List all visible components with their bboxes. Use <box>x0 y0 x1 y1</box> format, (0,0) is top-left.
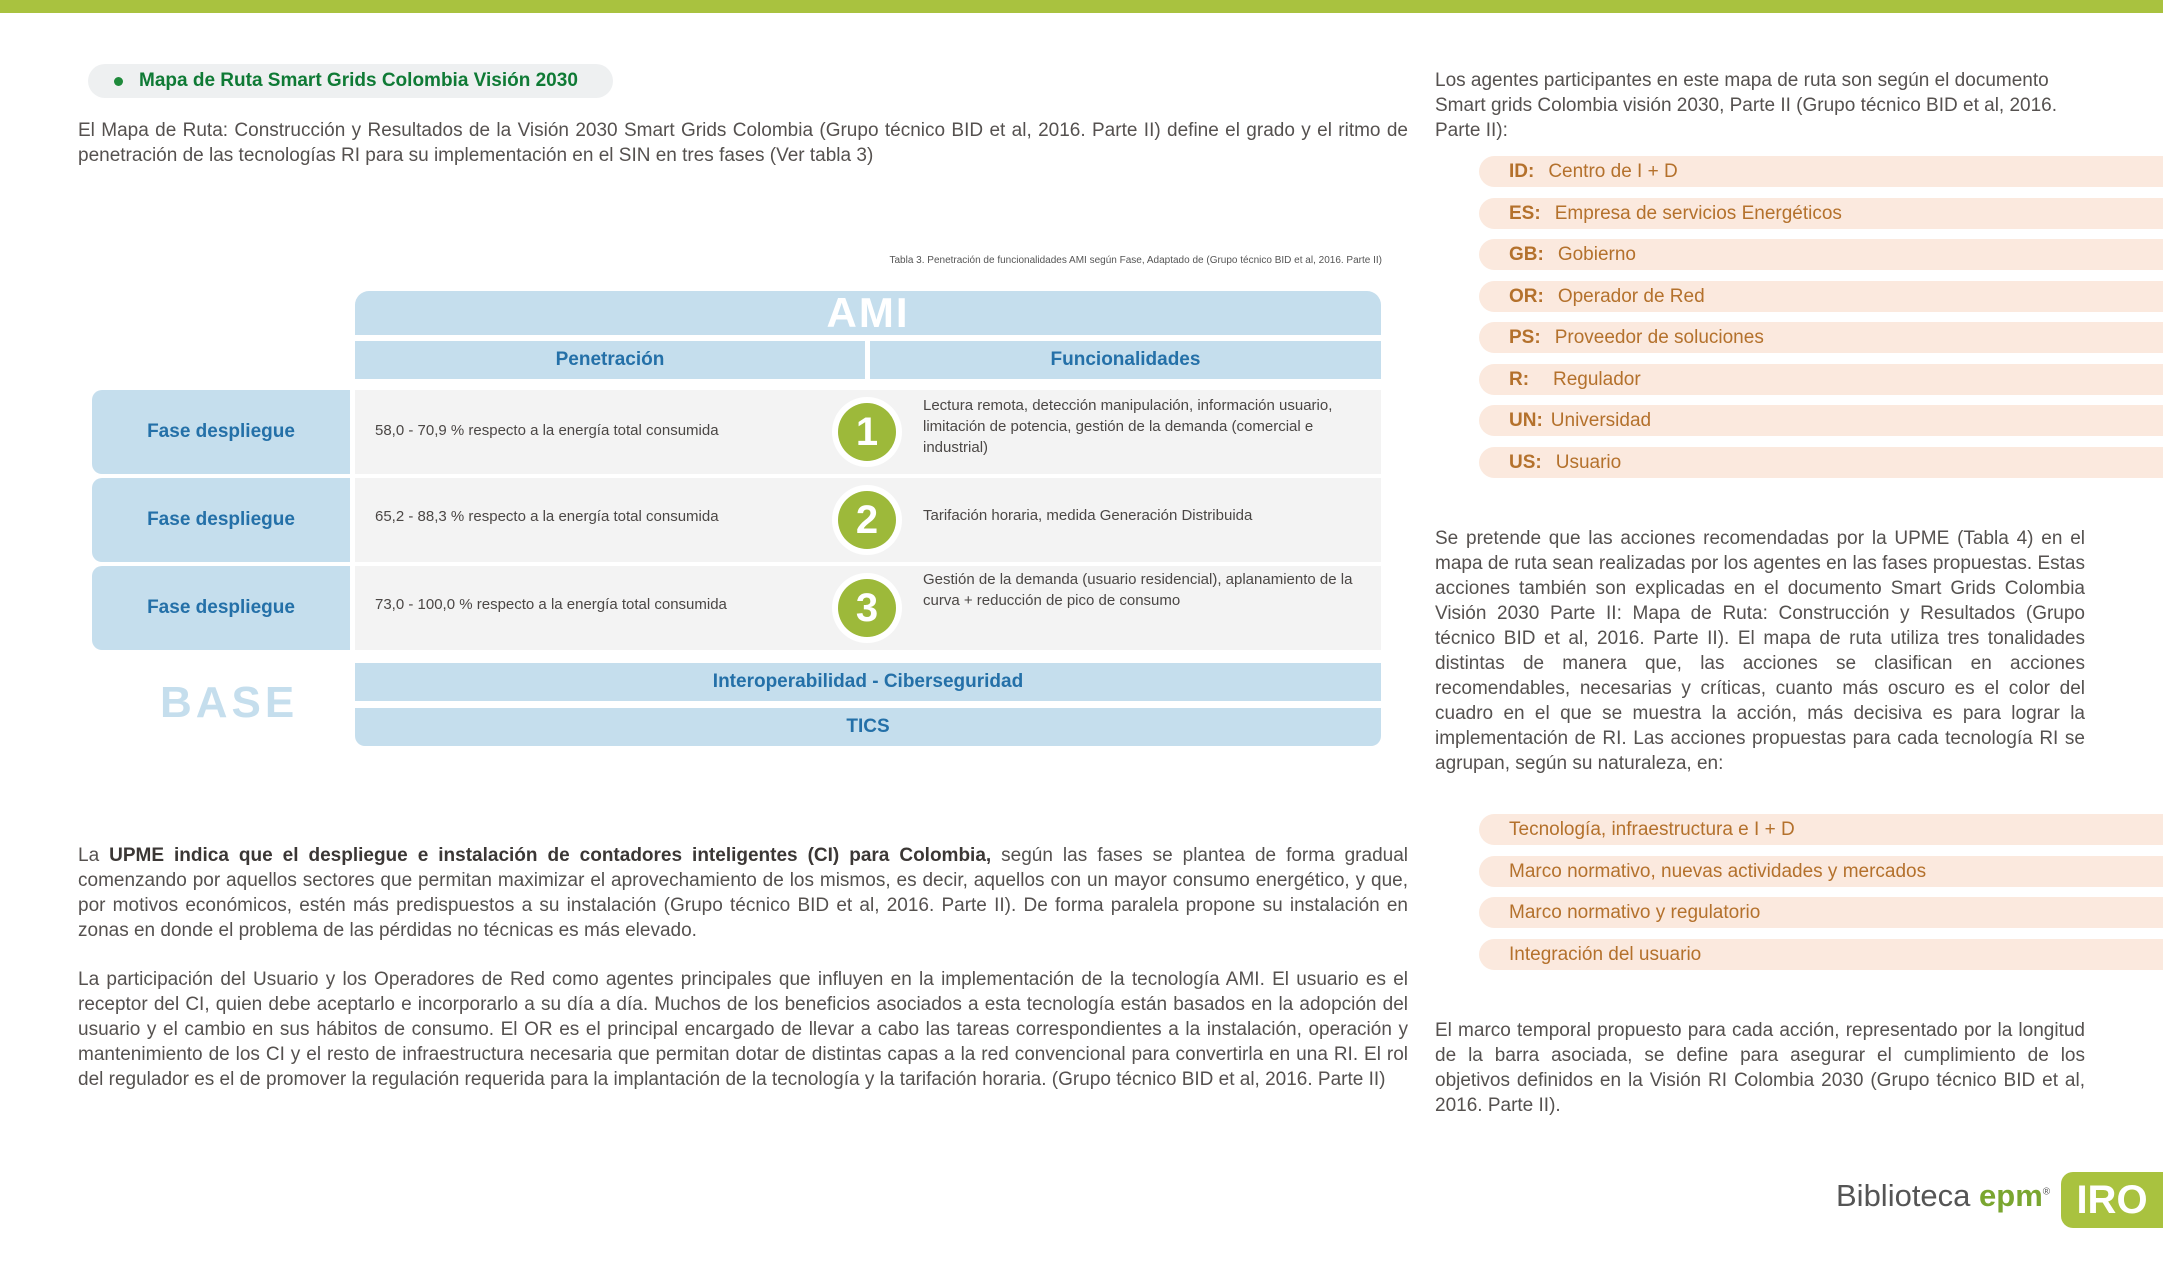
agent-name: Gobierno <box>1557 243 1636 265</box>
phase-number-2 <box>832 485 902 555</box>
bullet-icon <box>114 77 123 86</box>
action-item-tecnologia <box>1479 814 2163 845</box>
agent-item-gb <box>1479 239 2163 270</box>
penetration-value-3: 73,0 - 100,0 % respecto a la energía total consumida <box>375 596 727 613</box>
column-header-penetracion: Penetración <box>355 341 865 379</box>
phase-number-1 <box>832 397 902 467</box>
row-label-phase-2: Fase despliegue <box>92 478 350 562</box>
top-accent-bar <box>0 0 2163 13</box>
body-paragraph-1-rest: según las fases se plantea de forma gradual comenzando por aquellos sectores que permitan maximizar el aprovechamiento de los mismos, es decir, aquellos con un mayor consumo energético, y que, por motivos económicos, estén más predispuestos a su instalación (Grupo técnico BID et al, 2016. Parte II). De forma paralela propone su instalación en zonas en donde el problema de las pérdidas no técnicas es más elevado. <box>78 845 1408 941</box>
phase-number-3 <box>832 573 902 643</box>
table-caption: Tabla 3. Penetración de funcionalidades AMI según Fase, Adaptado de (Grupo técnico BID et al, 2016. Parte II) <box>889 255 1382 266</box>
agent-code: R: <box>1509 368 1530 390</box>
right-footer-paragraph: El marco temporal propuesto para cada acción, representado por la longitud de la barra asociada, se define para asegurar el cumplimiento de los objetivos definidos en la Visión RI Colombia 2030 (Grupo técnico BID et al, 2016. Parte II). <box>1435 1020 2085 1116</box>
section-heading <box>88 64 613 98</box>
logo-biblioteca-text: Biblioteca <box>1836 1178 1971 1213</box>
action-label: Marco normativo y regulatorio <box>1509 901 1761 923</box>
action-label: Integración del usuario <box>1509 943 1702 965</box>
agent-name: Proveedor de soluciones <box>1554 326 1764 348</box>
action-item-marco-regulatorio <box>1479 897 2163 928</box>
phase-number-3-text: 3 <box>838 579 896 637</box>
column-header-funcionalidades: Funcionalidades <box>870 341 1381 379</box>
agent-name: Regulador <box>1553 368 1641 390</box>
agent-code: ID: <box>1509 160 1535 182</box>
row-label-phase-1: Fase despliegue <box>92 390 350 474</box>
action-item-integracion-usuario <box>1479 939 2163 970</box>
action-label: Tecnología, infraestructura e I + D <box>1509 818 1795 840</box>
agent-item-id <box>1479 156 2163 187</box>
biblioteca-epm-logo <box>1836 1178 2050 1214</box>
body-paragraph-1-lead: La <box>78 845 110 866</box>
body-paragraph-1 <box>78 843 1408 943</box>
agent-item-or <box>1479 281 2163 312</box>
functionality-text-2: Tarifación horaria, medida Generación Distribuida <box>923 507 1253 524</box>
action-item-marco-normativo-actividades <box>1479 856 2163 887</box>
functionality-text-1: Lectura remota, detección manipulación, información usuario, limitación de potencia, gestión de la demanda (comercial e industrial) <box>923 397 1333 456</box>
iro-badge-text: IRO <box>2076 1177 2148 1222</box>
row-label-phase-3: Fase despliegue <box>92 566 350 650</box>
agent-item-ps <box>1479 322 2163 353</box>
agent-name: Usuario <box>1555 451 1622 473</box>
agent-name: Universidad <box>1550 409 1652 431</box>
agent-name: Centro de I + D <box>1548 160 1678 182</box>
table-title-ami <box>355 291 1381 335</box>
agent-item-us <box>1479 447 2163 478</box>
right-intro-paragraph: Los agentes participantes en este mapa de ruta son según el documento Smart grids Colombia visión 2030, Parte II (Grupo técnico BID et al, 2016. Parte II): <box>1435 70 2058 141</box>
iro-badge <box>2061 1172 2163 1228</box>
agent-item-es <box>1479 198 2163 229</box>
agent-code: OR: <box>1509 285 1544 307</box>
body-paragraph-1-bold: UPME indica que el despliegue e instalación de contadores inteligentes (CI) para Colombia, <box>109 845 992 866</box>
phase-number-1-text: 1 <box>838 403 896 461</box>
logo-registered-mark: ® <box>2042 1186 2051 1198</box>
agent-code: ES: <box>1509 202 1541 224</box>
right-body-paragraph: Se pretende que las acciones recomendadas por la UPME (Tabla 4) en el mapa de ruta sean realizadas por los agentes en las fases propuestas. Estas acciones también son explicadas en el documento Smart Grids Colombia Visión 2030 Parte II: Mapa de Ruta: Construcción y Resultados (Grupo técnico BID et al, 2016. Parte II). El mapa de ruta utiliza tres tonalidades distintas de manera que, las acciones se clasifican en acciones recomendables, necesarias y críticas, cuanto más oscuro es el color del cuadro en el que se muestra la acción, más decisiva es para lograr la implementación de RI. Las acciones propuestas para cada tecnología RI se agrupan, según su naturaleza, en: <box>1435 528 2085 774</box>
agent-code: GB: <box>1509 243 1544 265</box>
agent-code: PS: <box>1509 326 1541 348</box>
agent-name: Empresa de servicios Energéticos <box>1554 202 1842 224</box>
table-title-text: AMI <box>826 289 910 336</box>
agent-item-un <box>1479 405 2163 436</box>
base-row-tics: TICS <box>355 708 1381 746</box>
agent-code: US: <box>1509 451 1542 473</box>
section-heading-text: Mapa de Ruta Smart Grids Colombia Visión 2030 <box>139 70 578 91</box>
intro-paragraph: El Mapa de Ruta: Construcción y Resultados de la Visión 2030 Smart Grids Colombia (Grupo técnico BID et al, 2016. Parte II) define el grado y el ritmo de penetración de las tecnologías RI para su implementación en el SIN en tres fases (Ver tabla 3) <box>78 120 1408 166</box>
agent-item-r <box>1479 364 2163 395</box>
penetration-value-2: 65,2 - 88,3 % respecto a la energía total consumida <box>375 508 719 525</box>
action-label: Marco normativo, nuevas actividades y mercados <box>1509 860 1927 882</box>
body-paragraph-2: La participación del Usuario y los Operadores de Red como agentes principales que influyen en la implementación de la tecnología AMI. El usuario es el receptor del CI, quien debe aceptarlo e incorporarlo a su día a día. Muchos de los beneficios asociados a esta tecnología están basados en la adopción del usuario y el cambio en sus hábitos de consumo. El OR es el principal encargado de llevar a cabo las tareas correspondientes a la instalación, operación y mantenimiento de los CI y el resto de infraestructura necesaria que permitan dotar de distintas capas a la red convencional para convertirla en una RI. El rol del regulador es el de promover la regulación requerida para la implantación de la tecnología y la tarifación horaria. (Grupo técnico BID et al, 2016. Parte II) <box>78 969 1408 1090</box>
agent-name: Operador de Red <box>1557 285 1705 307</box>
functionality-text-3: Gestión de la demanda (usuario residencial), aplanamiento de la curva + reducción de pico de consumo <box>923 571 1353 609</box>
logo-epm-text: epm <box>1979 1178 2043 1213</box>
agent-code: UN: <box>1509 409 1543 431</box>
base-row-interoperabilidad: Interoperabilidad - Ciberseguridad <box>355 663 1381 701</box>
phase-number-2-text: 2 <box>838 491 896 549</box>
penetration-value-1: 58,0 - 70,9 % respecto a la energía total consumida <box>375 422 719 439</box>
base-label: BASE <box>160 678 299 727</box>
